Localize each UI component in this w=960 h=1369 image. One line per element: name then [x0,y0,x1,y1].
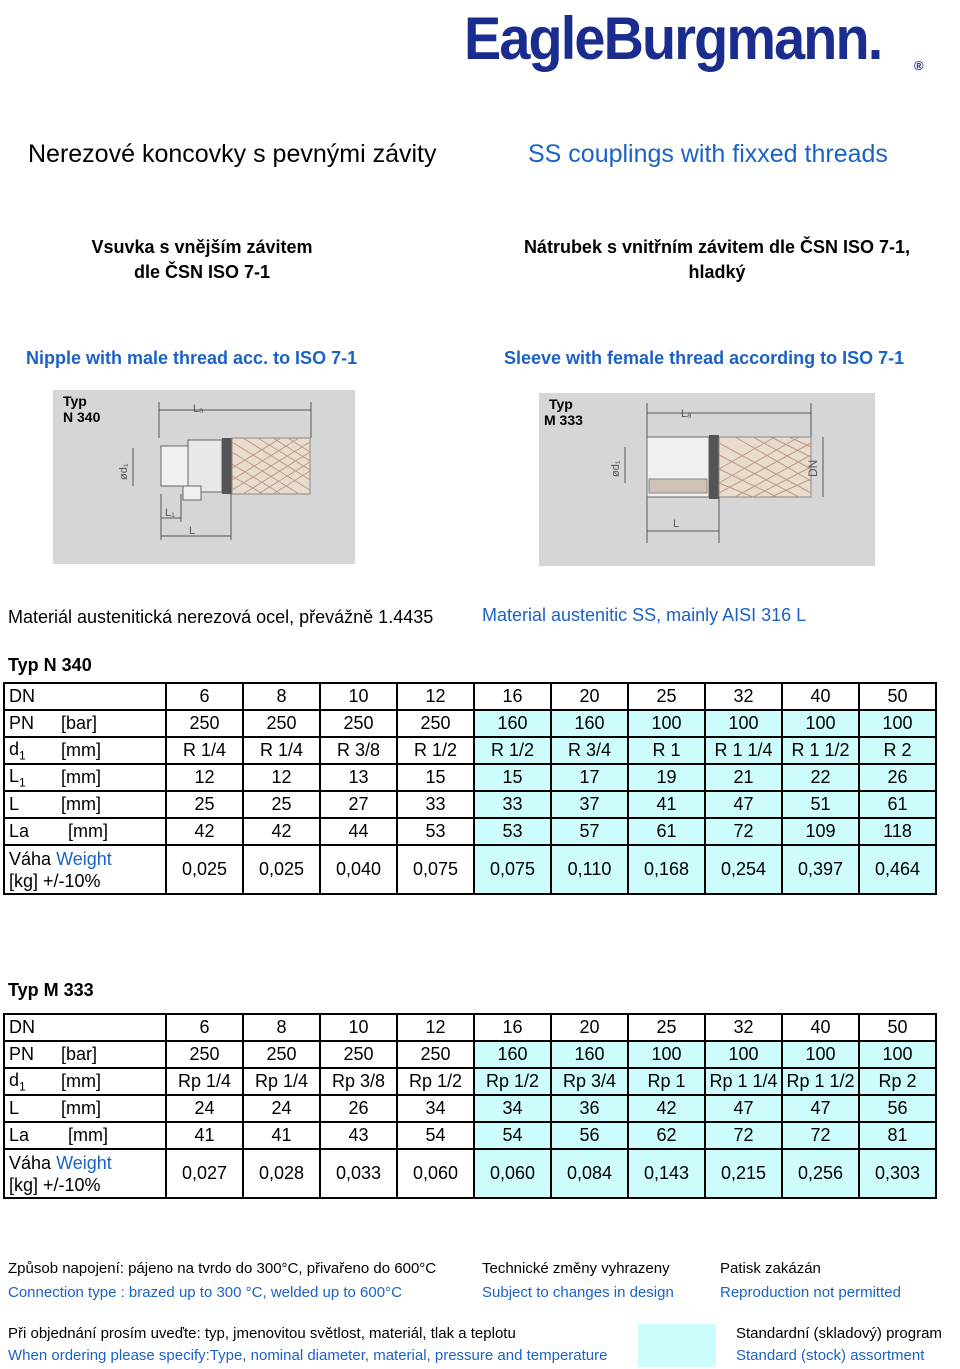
table-cell: 24 [243,1095,320,1122]
right-product-title-cz [500,235,934,285]
table-cell: 100 [628,710,705,737]
table-cell: 100 [628,1041,705,1068]
table-cell: 26 [859,764,936,791]
stock-legend-cz: Standardní (skladový) program [736,1325,942,1342]
row-label-text: d [9,1069,20,1090]
table-cell: 0,028 [243,1149,320,1198]
row-label-text: L [9,765,20,786]
row-unit: [mm] [61,740,101,760]
table-cell: 250 [166,1041,243,1068]
weight-label-en: Weight [56,1152,112,1173]
table-cell: 33 [474,791,551,818]
table-cell: 53 [474,818,551,845]
table-cell: 12 [397,683,474,710]
table-cell: 26 [320,1095,397,1122]
table-row [4,791,936,818]
row-label-text: DN [9,1017,35,1037]
table-cell: 54 [397,1122,474,1149]
table-cell: 12 [243,764,320,791]
table-cell: 41 [166,1122,243,1149]
table-cell: 0,025 [166,845,243,894]
row-label [4,683,166,710]
row-label-subscript: 1 [19,1079,26,1094]
table-cell: Rp 1/4 [243,1068,320,1095]
table-cell: 6 [166,683,243,710]
table-cell: 44 [320,818,397,845]
right-product-title-line1: Nátrubek s vnitřním závitem dle ČSN ISO 7-1, [523,237,911,257]
row-label [4,818,166,845]
row-label-weight [4,845,166,894]
table-row-weight [4,1149,936,1198]
row-unit: [mm] [61,767,101,787]
row-label [4,737,166,764]
table-cell: 16 [474,683,551,710]
table-cell: 42 [628,1095,705,1122]
changes-note-cz: Technické změny vyhrazeny [482,1260,670,1277]
changes-note-en: Subject to changes in design [482,1284,674,1301]
table-cell: 250 [397,710,474,737]
table-cell: 34 [474,1095,551,1122]
row-label-text: PN [9,1044,35,1064]
table-cell: 54 [474,1122,551,1149]
drawing-n340-l1: L₁ [165,507,175,519]
drawing-n340-model: N 340 [63,409,101,425]
table-cell: R 1/4 [243,737,320,764]
table-cell: 50 [859,1014,936,1041]
table-cell: 160 [551,1041,628,1068]
weight-label-en: Weight [56,848,112,869]
table-cell: 43 [320,1122,397,1149]
table-cell: 0,143 [628,1149,705,1198]
table-cell: R 1 1/2 [782,737,859,764]
table-cell: 250 [320,710,397,737]
table-row [4,1014,936,1041]
row-label-text: La [9,821,30,841]
row-label [4,1095,166,1122]
table-cell: 12 [166,764,243,791]
table-cell: 0,168 [628,845,705,894]
table-cell: 100 [782,1041,859,1068]
stock-legend-swatch [638,1324,716,1367]
row-label [4,1122,166,1149]
table-row-weight [4,845,936,894]
table-cell: 100 [705,1041,782,1068]
table-cell: 47 [705,791,782,818]
drawing-m333 [539,393,875,566]
drawing-n340-d1: ød₁ [118,463,130,480]
weight-unit: [kg] +/-10% [9,1174,101,1195]
table2-heading: Typ M 333 [8,980,94,1000]
table-cell: R 1 1/4 [705,737,782,764]
table-cell: 100 [859,710,936,737]
material-cz: Materiál austenitická nerezová ocel, převážně 1.4435 [8,607,434,627]
brand-logo [462,0,928,90]
table-row [4,1041,936,1068]
row-label-text: PN [9,713,35,733]
row-label [4,791,166,818]
table-cell: 0,215 [705,1149,782,1198]
table-cell: Rp 1/4 [166,1068,243,1095]
table-cell: 40 [782,1014,859,1041]
table-cell: 33 [397,791,474,818]
table-cell: Rp 3/4 [551,1068,628,1095]
row-unit: [mm] [61,794,101,814]
row-label-weight [4,1149,166,1198]
order-note-en: When ordering please specify:Type, nominal diameter, material, pressure and temperature [8,1347,608,1364]
drawing-m333-d1: ød₁ [610,460,622,477]
table-cell: 61 [859,791,936,818]
table-row [4,683,936,710]
table-cell: 17 [551,764,628,791]
weight-label-cz: Váha [9,848,52,869]
row-label [4,710,166,737]
table-cell: 25 [628,1014,705,1041]
left-product-title-line1: Vsuvka s vnějším závitem [91,237,313,257]
brand-logo-text: EagleBurgmann. [464,5,882,72]
table-row [4,1068,936,1095]
table-cell: 41 [628,791,705,818]
drawing-n340-typ: Typ [63,393,87,409]
drawing-n340-svg [53,390,355,564]
table-cell: 0,254 [705,845,782,894]
table-cell: 41 [243,1122,320,1149]
table-cell: 72 [705,1122,782,1149]
weight-label-cz: Váha [9,1152,52,1173]
table-cell: Rp 2 [859,1068,936,1095]
table-cell: 21 [705,764,782,791]
table-cell: 32 [705,1014,782,1041]
table-cell: 160 [551,710,628,737]
table-cell: 0,040 [320,845,397,894]
table-cell: 250 [243,1041,320,1068]
table-cell: 57 [551,818,628,845]
table-cell: Rp 1/2 [397,1068,474,1095]
table-cell: 0,303 [859,1149,936,1198]
table-cell: 8 [243,1014,320,1041]
table-cell: 15 [397,764,474,791]
drawing-m333-typ: Typ [549,396,573,412]
table-cell: 0,084 [551,1149,628,1198]
table-cell: 160 [474,1041,551,1068]
table-cell: 24 [166,1095,243,1122]
table-cell: Rp 1 1/4 [705,1068,782,1095]
row-label [4,764,166,791]
table-cell: 53 [397,818,474,845]
table-cell: 37 [551,791,628,818]
connection-type-cz: Způsob napojení: pájeno na tvrdo do 300°C, přivařeno do 600°C [8,1260,437,1277]
table-cell: 100 [705,710,782,737]
table-cell: 118 [859,818,936,845]
table-cell: R 3/8 [320,737,397,764]
table-cell: Rp 1 [628,1068,705,1095]
drawing-m333-dn: DN [806,459,820,477]
table-cell: 250 [166,710,243,737]
drawing-m333-svg [539,393,875,566]
table-cell: 16 [474,1014,551,1041]
table-cell: 0,110 [551,845,628,894]
table-cell: 0,075 [474,845,551,894]
table-cell: 27 [320,791,397,818]
table-row [4,1122,936,1149]
table1-heading: Typ N 340 [8,655,92,675]
left-product-title-en: Nipple with male thread acc. to ISO 7-1 [26,348,358,368]
left-product-title-cz [40,235,364,285]
table-cell: 56 [551,1122,628,1149]
table-cell: 25 [243,791,320,818]
table-cell: 0,060 [474,1149,551,1198]
row-label-text: DN [9,686,35,706]
table-cell: Rp 1 1/2 [782,1068,859,1095]
left-product-title-line2: dle ČSN ISO 7-1 [133,262,271,282]
table-cell: 8 [243,683,320,710]
material-en: Material austenitic SS, mainly AISI 316 L [482,605,807,625]
table-cell: 0,075 [397,845,474,894]
table-cell: R 1/2 [397,737,474,764]
table-cell: 81 [859,1122,936,1149]
row-label-text: d [9,738,20,759]
page-title-cz: Nerezové koncovky s pevnými závity [28,140,437,168]
table-cell: 32 [705,683,782,710]
spec-table-m333 [3,1013,937,1199]
row-label [4,1014,166,1041]
row-label-text: L [9,794,20,814]
drawing-n340-l: L [189,525,196,537]
connection-type-en: Connection type : brazed up to 300 °C, welded up to 600°C [8,1284,402,1301]
row-label-subscript: 1 [19,775,26,790]
table-cell: 34 [397,1095,474,1122]
drawing-m333-l: L [673,518,680,530]
table-cell: 72 [782,1122,859,1149]
registered-mark: ® [914,58,924,73]
table-cell: 42 [243,818,320,845]
row-label-subscript: 1 [19,748,26,763]
table-cell: 15 [474,764,551,791]
table-cell: 47 [705,1095,782,1122]
row-label [4,1068,166,1095]
stock-legend-en: Standard (stock) assortment [736,1347,925,1364]
table-cell: 25 [628,683,705,710]
drawing-m333-la: Lₐ [681,408,692,420]
table-cell: 0,025 [243,845,320,894]
table-cell: R 1/4 [166,737,243,764]
table-cell: 12 [397,1014,474,1041]
drawing-n340 [53,390,355,564]
table-cell: 40 [782,683,859,710]
table-cell: 10 [320,1014,397,1041]
table-cell: 160 [474,710,551,737]
table-cell: 250 [320,1041,397,1068]
row-unit: [mm] [68,1125,108,1145]
spec-table-n340 [3,682,937,895]
row-unit: [mm] [61,1071,101,1091]
weight-unit: [kg] +/-10% [9,870,101,891]
table-cell: 62 [628,1122,705,1149]
table-cell: 0,397 [782,845,859,894]
table-cell: 100 [859,1041,936,1068]
row-label [4,1041,166,1068]
table-cell: 72 [705,818,782,845]
table-row [4,818,936,845]
table-cell: 22 [782,764,859,791]
row-unit: [bar] [61,713,98,733]
reproduction-note-en: Reproduction not permitted [720,1284,901,1301]
table-row [4,1095,936,1122]
table-cell: 20 [551,1014,628,1041]
table-row [4,737,936,764]
table-cell: 0,027 [166,1149,243,1198]
table-cell: 6 [166,1014,243,1041]
row-unit: [bar] [61,1044,98,1064]
table-cell: 100 [782,710,859,737]
table-row [4,764,936,791]
table-cell: 56 [859,1095,936,1122]
table-cell: R 1/2 [474,737,551,764]
table-cell: 50 [859,683,936,710]
table-cell: 19 [628,764,705,791]
reproduction-note-cz: Patisk zakázán [720,1260,821,1277]
table-cell: 13 [320,764,397,791]
table-cell: 250 [243,710,320,737]
table-cell: Rp 1/2 [474,1068,551,1095]
page-title-en: SS couplings with fixxed threads [528,140,888,168]
table-cell: 51 [782,791,859,818]
table-cell: 42 [166,818,243,845]
table-cell: 36 [551,1095,628,1122]
table-cell: 250 [397,1041,474,1068]
row-label-text: La [9,1125,30,1145]
table-cell: 0,060 [397,1149,474,1198]
right-product-title-line2: hladký [688,262,746,282]
table-row [4,710,936,737]
table-cell: R 1 [628,737,705,764]
drawing-m333-model: M 333 [544,412,583,428]
table-cell: 10 [320,683,397,710]
row-unit: [mm] [68,821,108,841]
table-cell: 20 [551,683,628,710]
drawing-n340-la: Lₐ [193,403,204,415]
table-cell: 25 [166,791,243,818]
table-cell: 0,464 [859,845,936,894]
table-cell: 0,033 [320,1149,397,1198]
table-cell: 0,256 [782,1149,859,1198]
table-cell: 109 [782,818,859,845]
table-cell: R 3/4 [551,737,628,764]
order-note-cz: Při objednání prosím uveďte: typ, jmenovitou světlost, materiál, tlak a teplotu [8,1325,516,1342]
right-product-title-en: Sleeve with female thread according to ISO 7-1 [504,348,905,368]
table-cell: 47 [782,1095,859,1122]
row-label-text: L [9,1098,20,1118]
table-cell: 61 [628,818,705,845]
table-cell: R 2 [859,737,936,764]
table-cell: Rp 3/8 [320,1068,397,1095]
row-unit: [mm] [61,1098,101,1118]
